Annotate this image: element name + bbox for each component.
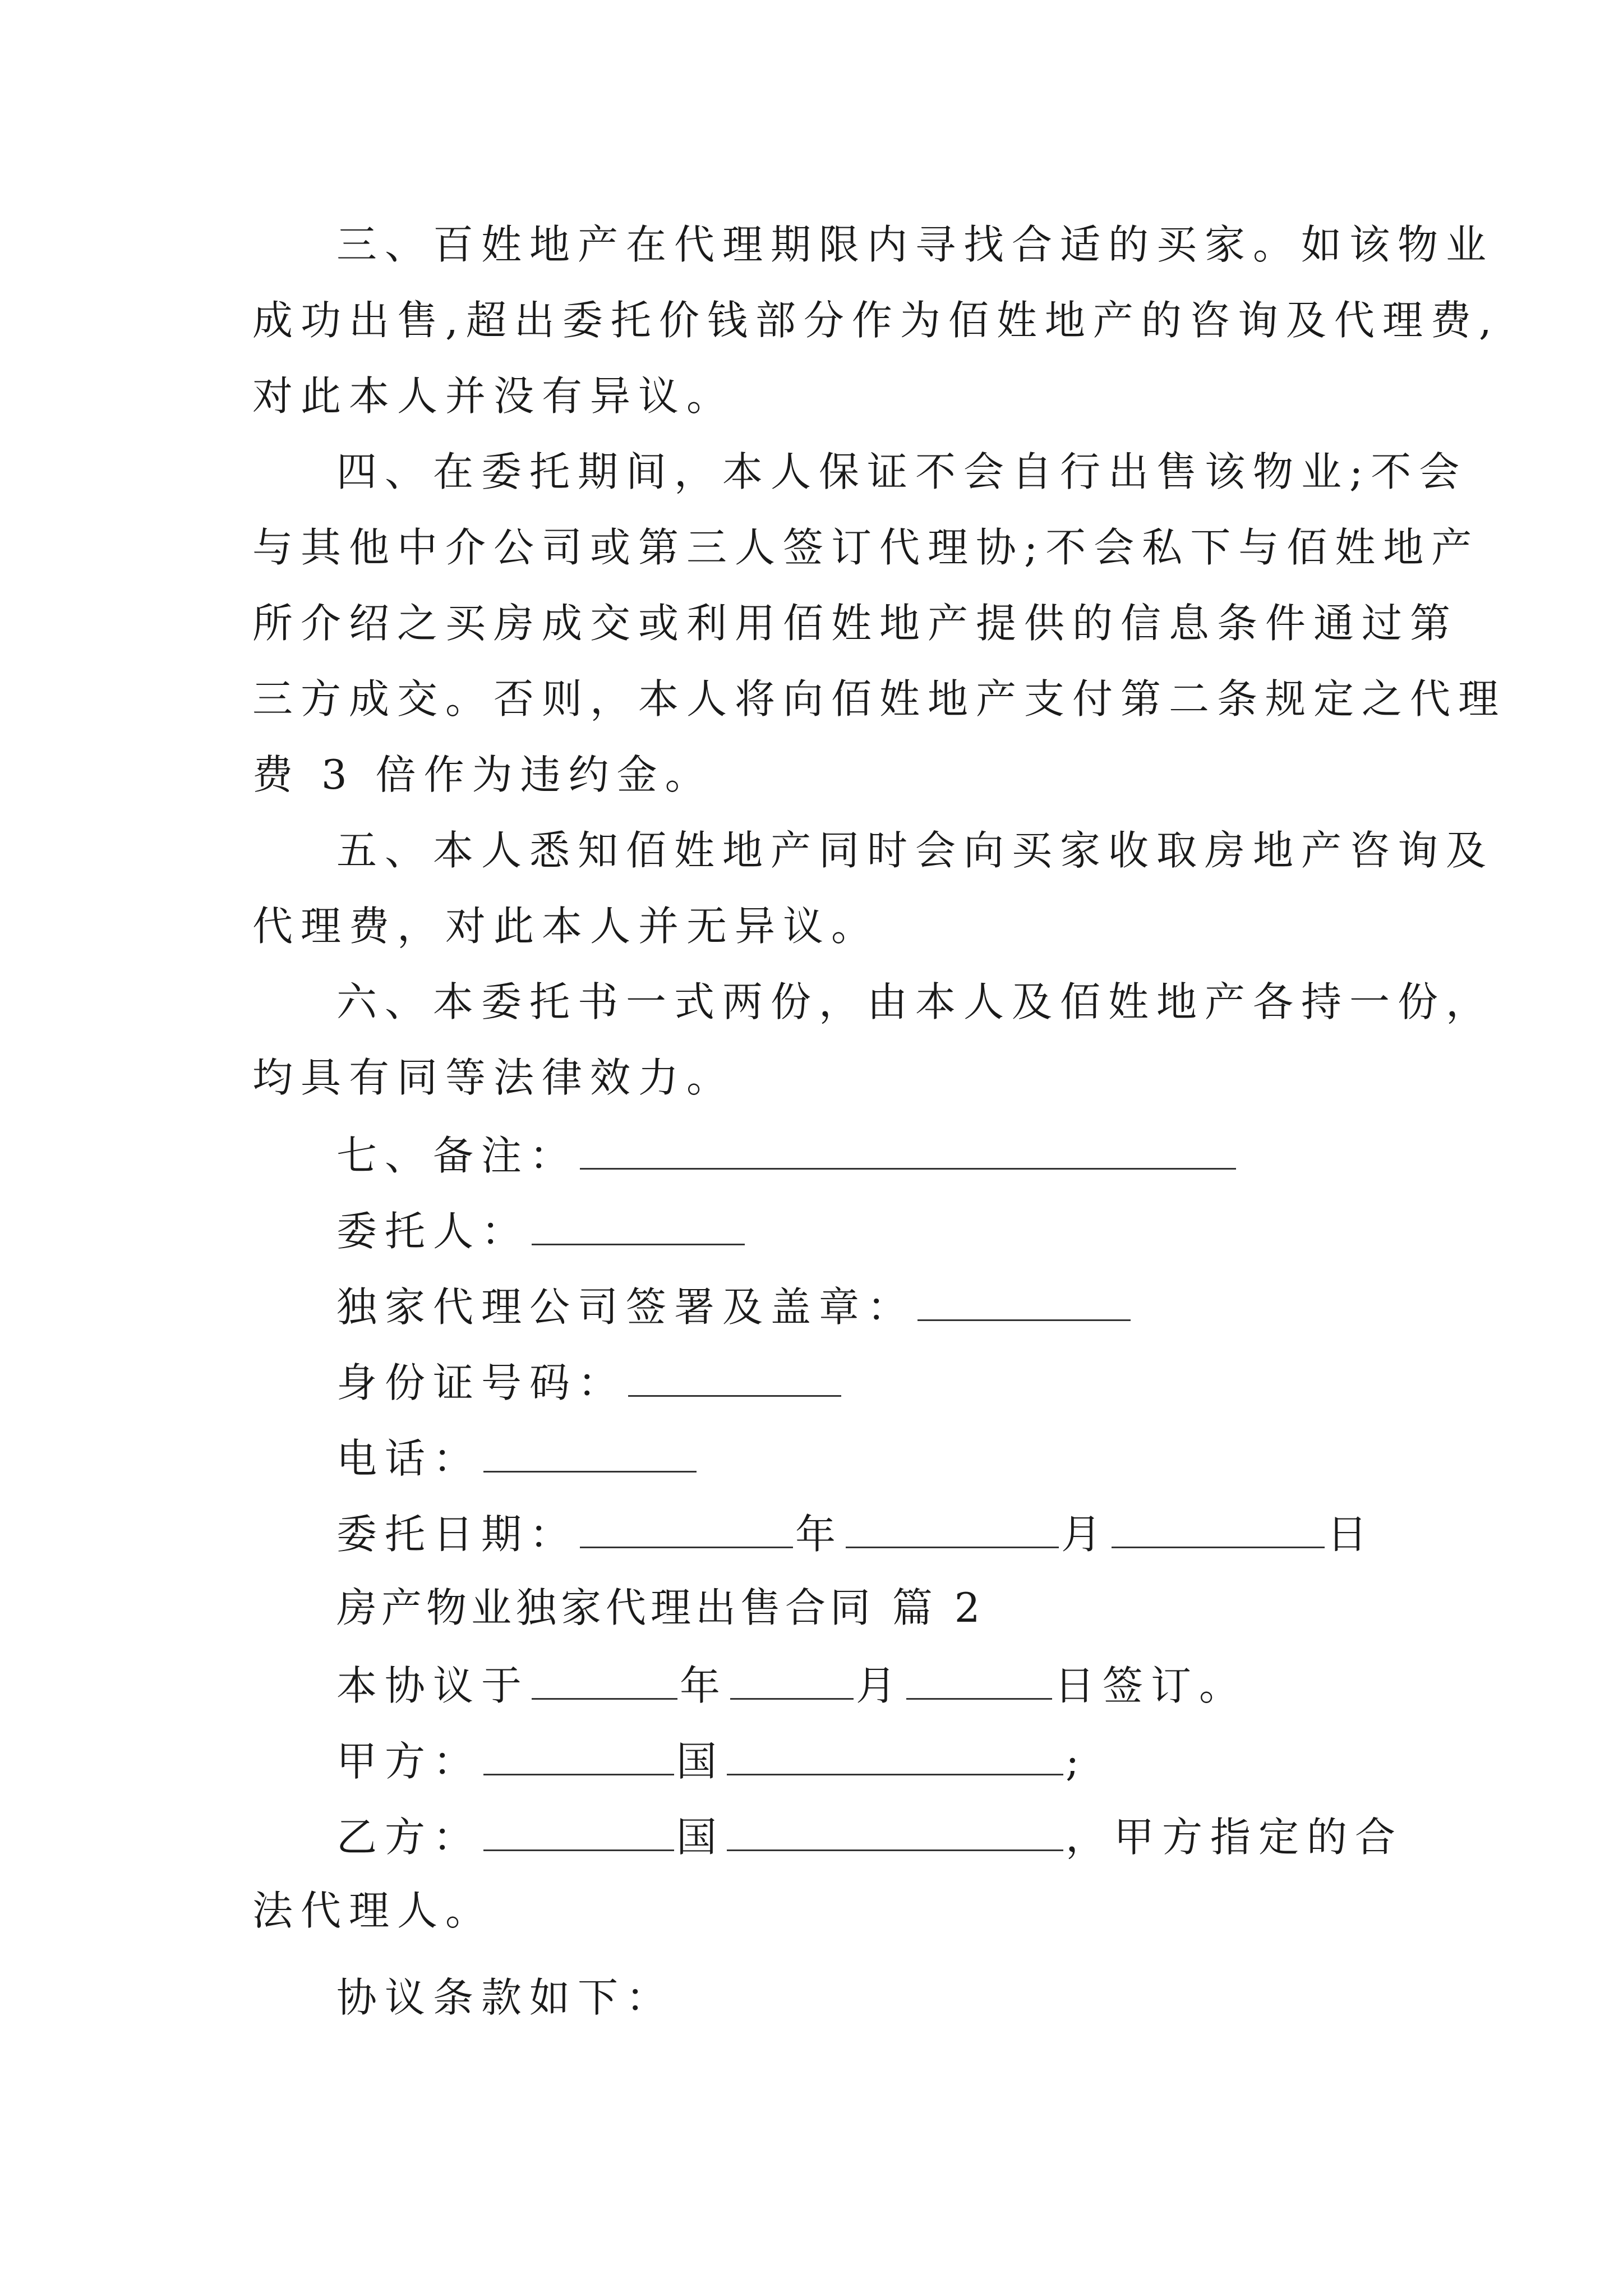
agreement-day-blank[interactable] bbox=[906, 1663, 1052, 1700]
paragraph-4-line-2: 与其他中介公司或第三人签订代理协;不会私下与佰姓地产 bbox=[252, 524, 1480, 571]
paragraph-3-line-2: 成功出售,超出委托价钱部分作为佰姓地产的咨询及代理费, bbox=[252, 297, 1500, 344]
commission-date-row bbox=[336, 1511, 1376, 1558]
principal-blank[interactable] bbox=[532, 1209, 745, 1245]
paragraph-4-line-3: 所介绍之买房成交或利用佰姓地产提供的信息条件通过第 bbox=[252, 600, 1459, 647]
principal-row bbox=[336, 1208, 747, 1255]
agency-sign-blank[interactable] bbox=[917, 1285, 1131, 1321]
date-day-text: 日 bbox=[1327, 1511, 1376, 1558]
agreement-year-blank[interactable] bbox=[532, 1663, 677, 1700]
party-b-name-blank[interactable] bbox=[483, 1815, 674, 1851]
paragraph-3-line-3: 对此本人并没有异议。 bbox=[252, 372, 735, 420]
party-a-country-text: 国 bbox=[676, 1738, 725, 1785]
party-a-label: 甲方： bbox=[336, 1738, 482, 1785]
agreement-year-text: 年 bbox=[680, 1662, 728, 1709]
party-a-address-blank[interactable] bbox=[727, 1739, 1063, 1775]
party-b-address-blank[interactable] bbox=[727, 1815, 1063, 1851]
agreement-date-prefix: 本协议于 bbox=[336, 1662, 530, 1709]
date-month-blank[interactable] bbox=[846, 1512, 1059, 1548]
date-year-blank[interactable] bbox=[580, 1512, 793, 1548]
paragraph-5-line-1: 五、本人悉知佰姓地产同时会向买家收取房地产咨询及 bbox=[336, 827, 1495, 874]
remarks-blank[interactable] bbox=[580, 1133, 1236, 1170]
party-a-end: ; bbox=[1066, 1738, 1087, 1785]
phone-label: 电话： bbox=[336, 1435, 482, 1482]
paragraph-4-line-1: 四、在委托期间，本人保证不会自行出售该物业;不会 bbox=[336, 448, 1468, 495]
date-year-text: 年 bbox=[795, 1511, 844, 1558]
agreement-date-row bbox=[336, 1662, 1248, 1709]
party-b-country-text: 国 bbox=[676, 1814, 725, 1861]
agency-sign-label: 独家代理公司签署及盖章： bbox=[336, 1283, 916, 1331]
agreement-month-blank[interactable] bbox=[730, 1663, 854, 1700]
phone-blank[interactable] bbox=[483, 1436, 697, 1473]
id-number-label: 身份证号码： bbox=[336, 1359, 626, 1406]
party-b-row bbox=[336, 1814, 1404, 1861]
section-2-title: 房产物业独家代理出售合同 篇 2 bbox=[336, 1584, 985, 1631]
agreement-month-text: 月 bbox=[856, 1662, 905, 1709]
id-number-blank[interactable] bbox=[628, 1360, 841, 1397]
party-b-label: 乙方： bbox=[336, 1814, 482, 1861]
commission-date-label: 委托日期： bbox=[336, 1511, 578, 1558]
principal-label: 委托人： bbox=[336, 1208, 530, 1255]
remarks-label: 七、备注： bbox=[336, 1132, 578, 1179]
agreement-terms-heading: 协议条款如下： bbox=[336, 1974, 675, 2021]
party-a-row bbox=[336, 1738, 1087, 1785]
paragraph-4-line-4: 三方成交。否则，本人将向佰姓地产支付第二条规定之代理 bbox=[252, 675, 1507, 723]
agreement-date-suffix: 日签订。 bbox=[1054, 1662, 1248, 1709]
party-b-desc: ，甲方指定的合 bbox=[1066, 1814, 1404, 1861]
id-number-row bbox=[336, 1359, 843, 1406]
remarks-row bbox=[336, 1132, 1238, 1179]
party-a-name-blank[interactable] bbox=[483, 1739, 674, 1775]
paragraph-6-line-2: 均具有同等法律效力。 bbox=[252, 1054, 735, 1101]
date-month-text: 月 bbox=[1061, 1511, 1110, 1558]
paragraph-3-line-1: 三、百姓地产在代理期限内寻找合适的买家。如该物业 bbox=[336, 221, 1495, 268]
phone-row bbox=[336, 1435, 699, 1482]
party-b-desc-line-2: 法代理人。 bbox=[252, 1887, 494, 1934]
agency-sign-row bbox=[336, 1283, 1133, 1331]
paragraph-6-line-1: 六、本委托书一式两份，由本人及佰姓地产各持一份， bbox=[336, 978, 1495, 1025]
paragraph-4-line-5: 费 3 倍作为违约金。 bbox=[252, 751, 713, 798]
date-day-blank[interactable] bbox=[1112, 1512, 1325, 1548]
paragraph-5-line-2: 代理费，对此本人并无异议。 bbox=[252, 903, 880, 950]
